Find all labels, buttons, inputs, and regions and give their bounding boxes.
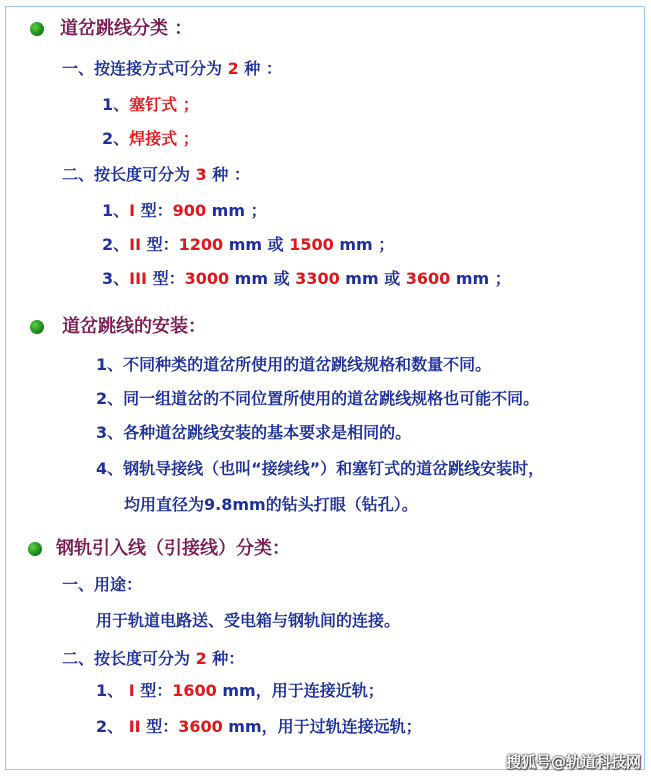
install-item: 4、钢轨导接线（也叫“接续线”）和塞钉式的道岔跳线安装时， [96,459,545,478]
length-value: 900 [172,201,207,220]
method-item: 2、焊接式 ； [102,129,199,148]
length-item [102,268,511,290]
length-unit: mm ； [450,269,511,288]
install-item: 2、同一组道岔的不同位置所使用的道岔跳线规格也可能不同。 [96,389,540,408]
length-item [102,234,394,256]
install-item: 1、不同种类的道岔所使用的道岔跳线规格和数量不同。 [96,355,492,374]
bullet-icon [30,320,44,334]
length-unit: mm ； [206,201,267,220]
install-item-continuation: 均用直径为9.8mm的钻头打眼（钻孔）。 [124,495,418,514]
rail-type: III [129,269,147,288]
section3-use-heading: 一、用途： [62,575,143,594]
lead-length-item: 1、 I 型：1600 mm，用于连接近轨； [96,681,384,700]
bullet-icon [28,542,42,556]
method-item: 1、塞钉式 ； [102,95,199,114]
install-item: 3、各种道岔跳线安装的基本要求是相同的。 [96,423,412,442]
item-number: 3、 [102,269,130,288]
section1-method-heading: 一、按连接方式可分为 2 种 ： [62,59,282,78]
rail-type: II [129,235,142,254]
watermark: 搜狐号@轨道科技网 [505,753,641,771]
lead-length-item: 2、 II 型：3600 mm，用于过轨连接远轨； [96,717,422,736]
length-item [102,200,267,222]
method-count: 2 [227,59,239,78]
length-unit: mm ； [333,235,395,254]
bullet-icon [30,22,44,36]
type-label: 型： [141,235,179,254]
length-value: 1500 [289,235,334,254]
section3-title: 钢轨引入线（引接线）分类： [56,538,290,559]
length-unit: mm 或 [229,269,296,288]
length-count: 2 [195,649,207,668]
length-unit: mm 或 [223,235,290,254]
type-label: 型： [135,201,173,220]
item-number: 1、 [102,201,130,220]
section2-title: 道岔跳线的安装： [62,316,206,337]
length-unit: mm 或 [339,269,406,288]
length-value: 3300 [295,269,340,288]
length-value: 1200 [178,235,224,254]
section1-title: 道岔跳线分类 ： [60,18,193,39]
section1-length-heading: 二、按长度可分为 3 种 ： [62,165,250,184]
section3-length-heading: 二、按长度可分为 2 种： [62,649,245,668]
type-label: 型： [147,269,185,288]
length-value: 3000 [184,269,230,288]
length-count: 3 [195,165,207,184]
length-value: 3600 [405,269,451,288]
item-number: 2、 [102,235,130,254]
rail-type: I [129,201,136,220]
section3-use-text: 用于轨道电路送、受电箱与钢轨间的连接。 [96,611,401,630]
